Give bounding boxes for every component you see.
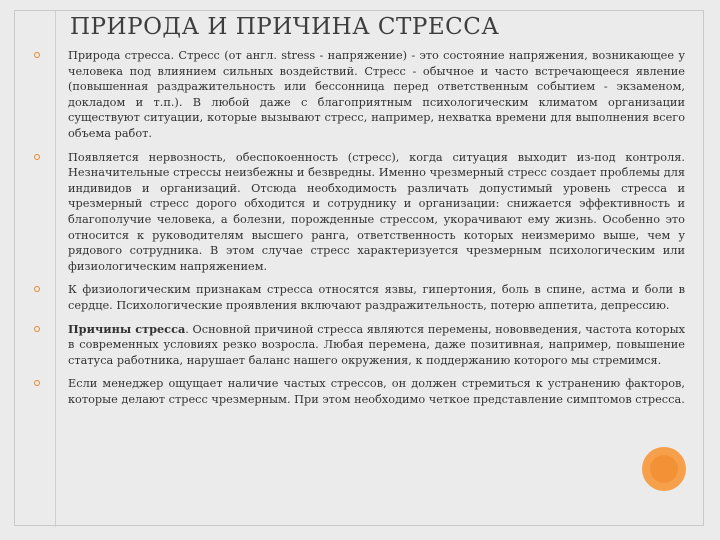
bullet-circle-icon [34,154,40,160]
bullet-text: К физиологическим признакам стресса относятся язвы, гипертония, боль в спине, астма и боли в сердце. Психологические проявления включают раздражительность, потерю аппетита, депрессию. [68,283,685,312]
bullet-circle-icon [34,380,40,386]
orange-circle-accent [642,447,686,491]
bullet-text: . Основной причиной стресса являются перемены, нововведения, частота которых в современных условиях резко возросла. Любая перемена, даже позитивная, например, повышение статуса работника, нарушает баланс нашего окружения, к поддержанию которого мы стремимся. [68,322,685,367]
bullet-text: Если менеджер ощущает наличие частых стрессов, он должен стремиться к устранению факторов, которые делают стресс чрезмерным. При этом необходимо четкое представление симптомов стресса. [68,377,685,406]
bullet-circle-icon [34,52,40,58]
bullet-item [30,282,685,313]
bullet-circle-icon [34,326,40,332]
bullet-text: Появляется нервозность, обеспокоенность (стресс), когда ситуация выходит из-под контроля. Незначительные стрессы неизбежны и безвредны. Именно чрезмерный стресс создает проблемы для индивидов и организаций. Отсюда необходимость различать допустимый уровень стресса и чрезмерный стресс дорого обходится и сотруднику и организации: снижается эффективность и благополучие человека, а болезни, порожденные стрессом, укорачивают ему жизнь. Особенно это относится к руководителям высшего ранга, ответственность которых неизмеримо выше, чем у рядового сотрудника. В этом случае стресс характеризуется чрезмерным психологическим или физиологическим напряжением. [68,150,685,273]
bullet-item [30,376,685,407]
bullet-text: Природа стресса. Стресс (от англ. stress - напряжение) - это состояние напряжения, возникающее у человека под влиянием сильных воздействий. Стресс - обычное и часто встречающееся явление (повышенная раздражительность или бессонница перед ответственным событием - экзаменом, докладом и т.п.). В любой даже с благоприятным психологическим климатом организации существуют ситуации, которые вызывают стресс, например, нехватка времени для выполнения всего объема работ. [68,49,685,140]
bullet-list [30,48,685,415]
bullet-item [30,48,685,142]
bullet-circle-icon [34,286,40,292]
bullet-item [30,322,685,369]
slide-title: ПРИРОДА И ПРИЧИНА СТРЕССА [70,14,500,40]
bullet-item [30,150,685,275]
bullet-bold-heading: Причины стресса [68,321,186,336]
